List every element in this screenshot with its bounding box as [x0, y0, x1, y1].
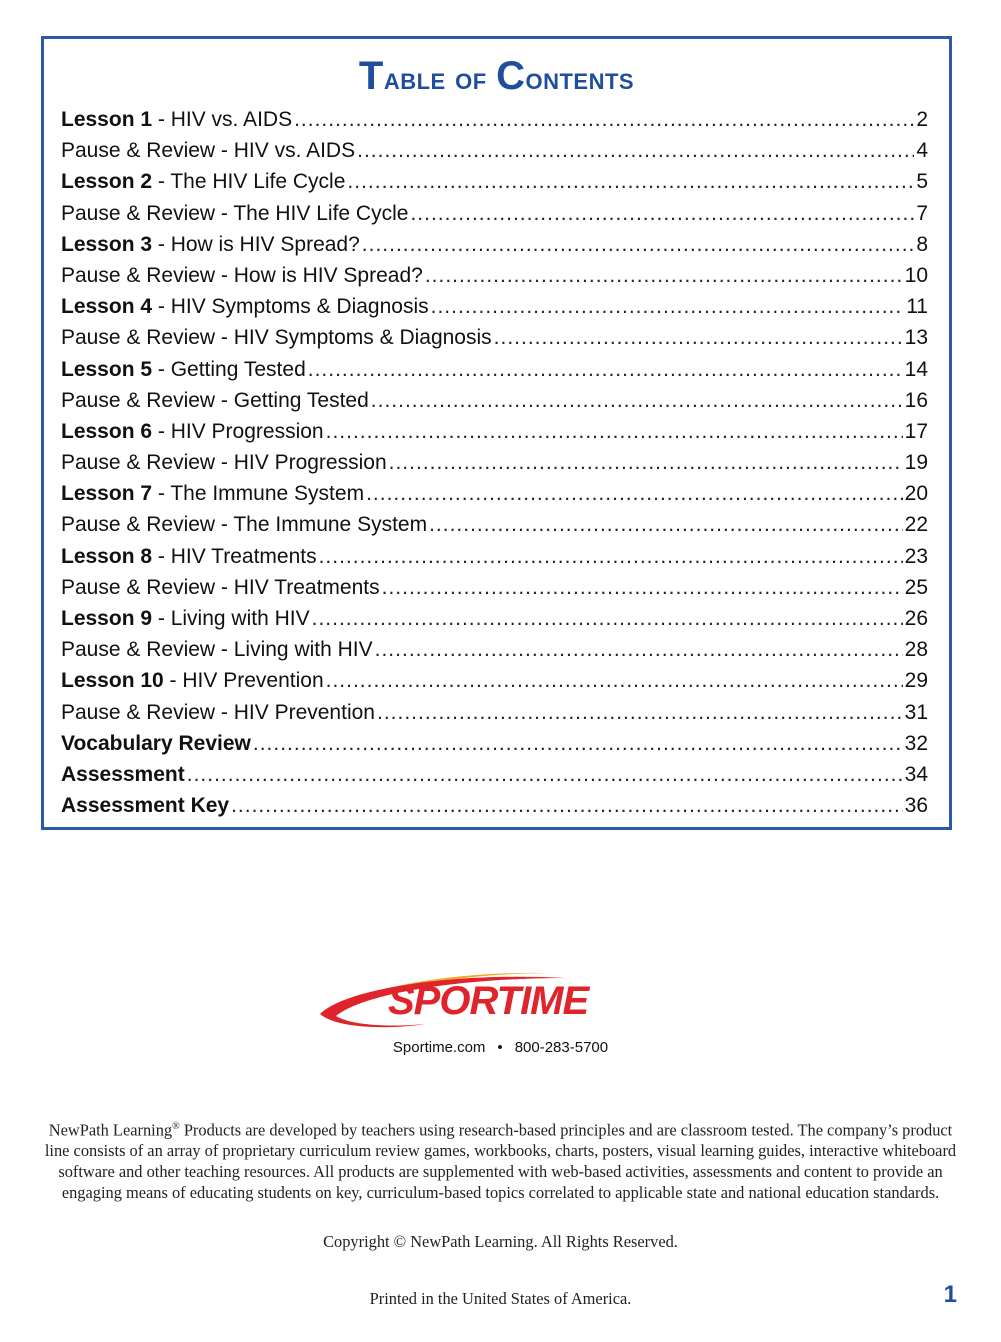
dot-leader: [357, 135, 914, 166]
phone-text: 800-283-5700: [514, 1039, 609, 1056]
toc-entry-bold: Lesson 9: [61, 607, 153, 630]
dot-leader: [326, 665, 903, 696]
toc-entry-title: - Getting Tested: [152, 357, 306, 381]
toc-entry-title: - HIV Progression: [152, 419, 324, 443]
toc-entry-bold: Vocabulary Review: [61, 731, 251, 755]
page-number: 1: [943, 1281, 957, 1308]
about-brand: NewPath Learning: [48, 1120, 173, 1140]
toc-entry-page: 4: [916, 139, 928, 163]
toc-entry-title: - The Immune System: [152, 482, 365, 506]
toc-entry-label: [61, 260, 423, 291]
dot-leader: [389, 447, 903, 478]
toc-entry-title: Pause & Review - HIV Treatments: [61, 575, 380, 599]
logo-text: SPORTIME: [388, 979, 589, 1023]
toc-entry: [61, 541, 928, 572]
toc-entry-label: [61, 634, 373, 665]
toc-entry-page: 36: [904, 794, 928, 818]
dot-leader: [319, 541, 903, 572]
toc-entry-bold: Lesson 10: [61, 669, 164, 693]
dot-leader: [326, 416, 903, 447]
toc-list: [61, 104, 928, 821]
toc-entry-bold: Lesson 1: [61, 108, 153, 131]
toc-entry-label: [61, 603, 310, 634]
dot-leader: [425, 260, 903, 291]
dot-leader: [187, 759, 903, 790]
toc-entry-label: [61, 385, 369, 416]
toc-entry-label: [61, 198, 408, 229]
toc-entry-page: 26: [904, 607, 928, 630]
about-paragraph: [38, 1116, 963, 1203]
registered-mark: ®: [172, 1121, 180, 1132]
toc-entry-title: Pause & Review - HIV Symptoms & Diagnosis: [61, 326, 492, 350]
about-text: Products are developed by teachers using research-based principles and are classroom tested. The company’s product line consists of an array of proprietary curriculum review games, workbooks, charts, posters, visual learning guides, interactive whiteboard software and other teaching resources. All products are supplemented with web-based activities, assessments and content to provide an engaging means of educating students on key, curriculum-based topics correlated to applicable state and national education standards.: [44, 1120, 957, 1203]
toc-entry-label: [61, 572, 380, 603]
toc-entry-page: 5: [916, 170, 928, 194]
dot-leader: [375, 634, 903, 665]
table-of-contents-box: [41, 36, 952, 830]
toc-entry-label: [61, 697, 375, 728]
toc-entry-title: Pause & Review - Getting Tested: [61, 388, 369, 412]
toc-entry-label: [61, 790, 229, 821]
toc-entry-page: 8: [916, 232, 928, 256]
toc-entry-bold: Lesson 8: [61, 544, 153, 568]
toc-entry-title: - HIV Symptoms & Diagnosis: [152, 295, 429, 319]
toc-entry-page: 22: [904, 513, 928, 537]
toc-entry-title: Pause & Review - HIV vs. AIDS: [61, 139, 356, 163]
toc-entry-page: 32: [904, 731, 928, 755]
toc-entry: [61, 322, 928, 353]
toc-entry-page: 29: [904, 669, 928, 693]
website-text: Sportime.com: [392, 1039, 486, 1056]
toc-entry-bold: Assessment: [61, 762, 185, 786]
toc-entry-page: 19: [904, 451, 928, 475]
sportime-logo: [316, 966, 636, 1032]
toc-entry: [61, 416, 928, 447]
toc-entry: [61, 697, 928, 728]
toc-entry-title: - Living with HIV: [152, 607, 310, 630]
toc-entry: [61, 665, 928, 696]
toc-entry-bold: Lesson 5: [61, 357, 153, 381]
toc-entry-title: Pause & Review - HIV Progression: [61, 451, 387, 475]
toc-entry: [61, 634, 928, 665]
dot-leader: [429, 509, 903, 540]
toc-entry-title: Pause & Review - The HIV Life Cycle: [61, 201, 409, 225]
toc-entry-page: 23: [904, 544, 928, 568]
toc-entry-page: 28: [904, 638, 928, 662]
toc-entry: [61, 198, 928, 229]
toc-entry-page: 25: [904, 575, 928, 599]
toc-entry-bold: Lesson 7: [61, 482, 153, 506]
toc-entry-title: Pause & Review - Living with HIV: [61, 638, 373, 662]
toc-entry-label: [61, 728, 251, 759]
toc-entry-bold: Lesson 2: [61, 170, 153, 194]
toc-entry-title: - HIV vs. AIDS: [152, 108, 293, 131]
toc-entry-page: 7: [916, 201, 928, 225]
toc-entry-label: [61, 509, 427, 540]
contact-line: [0, 1039, 1001, 1056]
toc-entry-bold: Lesson 6: [61, 419, 153, 443]
toc-entry-title: Pause & Review - HIV Prevention: [61, 700, 375, 724]
toc-entry: [61, 166, 928, 197]
dot-leader: [347, 166, 914, 197]
toc-entry-label: [61, 104, 292, 135]
dot-leader: [377, 697, 903, 728]
toc-entry: [61, 759, 928, 790]
toc-entry-title: - How is HIV Spread?: [152, 232, 360, 256]
dot-leader: [312, 603, 903, 634]
toc-entry: [61, 104, 928, 135]
dot-leader: [366, 478, 903, 509]
toc-entry-page: 13: [904, 326, 928, 350]
toc-entry-title: Pause & Review - The Immune System: [61, 513, 428, 537]
toc-entry-bold: Lesson 4: [61, 295, 153, 319]
dot-leader: [308, 354, 903, 385]
toc-entry-page: 14: [904, 357, 928, 381]
toc-entry-label: [61, 354, 306, 385]
toc-entry: [61, 260, 928, 291]
toc-entry-label: [61, 541, 317, 572]
toc-entry-title: - HIV Prevention: [163, 669, 324, 693]
toc-entry-label: [61, 447, 387, 478]
toc-entry-label: [61, 291, 429, 322]
toc-entry: [61, 728, 928, 759]
dot-leader: [231, 790, 903, 821]
toc-entry: [61, 572, 928, 603]
toc-entry-page: 34: [904, 762, 928, 786]
dot-leader: [494, 322, 903, 353]
dot-leader: [431, 291, 905, 322]
toc-entry-label: [61, 759, 185, 790]
dot-leader: [294, 104, 914, 135]
toc-entry-label: [61, 416, 324, 447]
toc-entry-page: 10: [904, 263, 928, 287]
toc-entry: [61, 291, 928, 322]
toc-entry: [61, 385, 928, 416]
toc-entry: [61, 135, 928, 166]
dot-leader: [371, 385, 903, 416]
toc-entry-bold: Assessment Key: [61, 794, 230, 818]
toc-entry: [61, 447, 928, 478]
toc-entry: [61, 603, 928, 634]
toc-title: Table of Contents: [358, 54, 635, 98]
toc-entry: [61, 509, 928, 540]
toc-entry-page: 17: [904, 419, 928, 443]
dot-leader: [382, 572, 903, 603]
toc-entry: [61, 229, 928, 260]
toc-entry-label: [61, 322, 492, 353]
toc-entry-label: [61, 229, 360, 260]
copyright-text: Copyright © NewPath Learning. All Rights Reserved.: [323, 1232, 678, 1251]
toc-entry: [61, 354, 928, 385]
contact-separator: •: [497, 1039, 503, 1056]
toc-entry-page: 11: [906, 295, 928, 319]
dot-leader: [253, 728, 903, 759]
dot-leader: [410, 198, 914, 229]
dot-leader: [362, 229, 915, 260]
toc-entry-title: Pause & Review - How is HIV Spread?: [61, 263, 423, 287]
toc-entry: [61, 790, 928, 821]
toc-entry: [61, 478, 928, 509]
toc-entry-label: [61, 166, 345, 197]
toc-entry-label: [61, 478, 364, 509]
toc-entry-page: 2: [916, 108, 928, 131]
toc-entry-page: 20: [904, 482, 928, 506]
toc-entry-label: [61, 135, 355, 166]
printed-text: Printed in the United States of America.: [369, 1289, 632, 1308]
toc-entry-label: [61, 665, 324, 696]
toc-entry-page: 16: [904, 388, 928, 412]
toc-entry-title: - HIV Treatments: [152, 544, 317, 568]
toc-entry-bold: Lesson 3: [61, 232, 153, 256]
toc-entry-title: - The HIV Life Cycle: [152, 170, 346, 194]
toc-entry-page: 31: [904, 700, 928, 724]
